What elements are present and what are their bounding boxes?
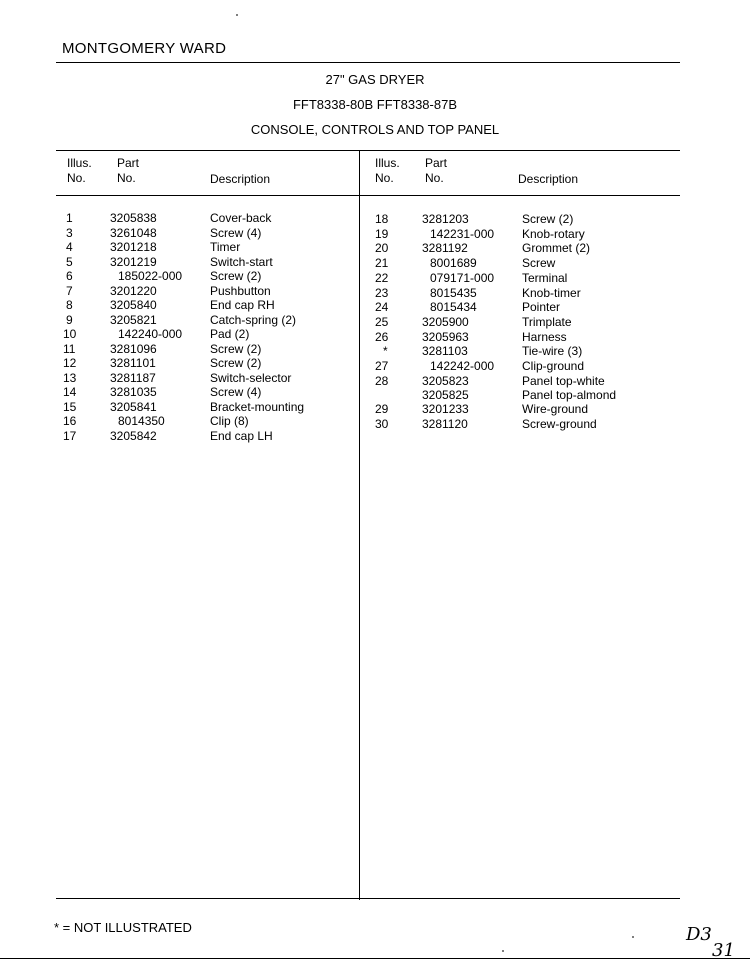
handwritten-mark-2: 31 — [712, 940, 735, 961]
scan-speck — [502, 950, 504, 952]
handwritten-mark-1: D3 — [686, 924, 712, 945]
left-header-part: Part No. — [117, 156, 140, 185]
left-header-illus: Illus. No. — [67, 156, 92, 185]
footer-rule — [0, 958, 750, 959]
table-header-rule — [56, 195, 680, 196]
header-divider — [56, 62, 680, 63]
right-header-part: Part No. — [425, 156, 448, 185]
model-numbers: FFT8338-80B FFT8338-87B — [292, 97, 458, 112]
scan-speck — [236, 14, 238, 16]
column-divider — [359, 150, 360, 900]
scan-speck — [632, 936, 634, 938]
footnote-not-illustrated: * = NOT ILLUSTRATED — [54, 920, 192, 935]
brand-name: MONTGOMERY WARD — [62, 40, 227, 57]
table-bottom-rule — [56, 898, 680, 899]
right-header-illus: Illus. No. — [375, 156, 400, 185]
section-title: CONSOLE, CONTROLS AND TOP PANEL — [250, 122, 500, 137]
left-header-description: Description — [210, 172, 271, 186]
right-header-description: Description — [518, 172, 579, 186]
table-top-rule — [56, 150, 680, 151]
document-title: 27" GAS DRYER — [325, 72, 425, 87]
